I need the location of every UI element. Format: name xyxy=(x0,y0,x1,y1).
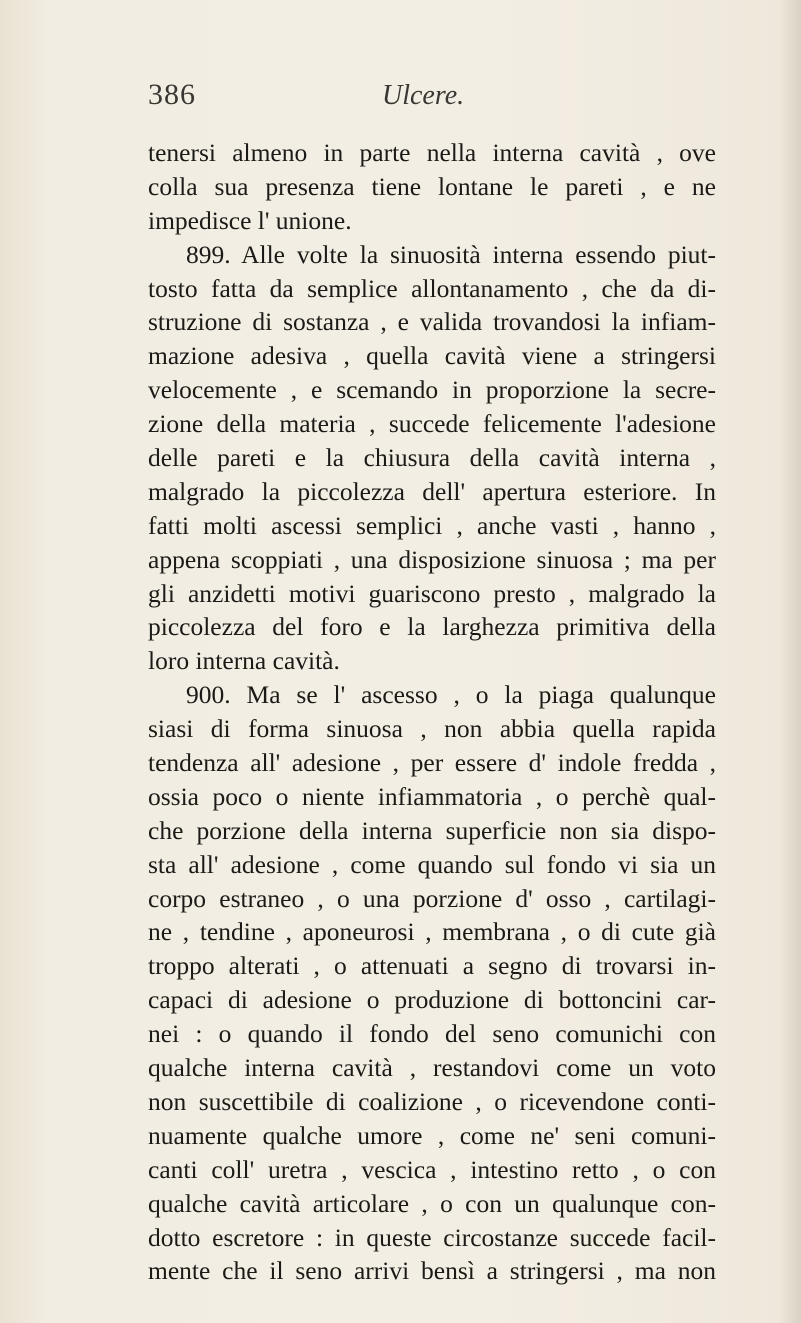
text-line: loro interna cavità. xyxy=(148,646,340,676)
text-line: delle pareti e la chiusura della cavità interna , xyxy=(148,443,716,473)
text-line: che porzione della interna superficie non sia dispo- xyxy=(148,815,716,845)
text-line: non suscettibile di coalizione , o ricevendone conti- xyxy=(148,1086,716,1116)
text-line: piccolezza del foro e la larghezza primitiva della xyxy=(148,612,716,642)
text-line: qualche interna cavità , restandovi come un voto xyxy=(148,1053,716,1083)
text-line: ne , tendine , aponeurosi , membrana , o di cute già xyxy=(148,917,716,947)
text-line: corpo estraneo , o una porzione d' osso , cartilagi- xyxy=(148,883,716,913)
text-line: fatti molti ascessi semplici , anche vasti , hanno , xyxy=(148,510,716,540)
page-number: 386 xyxy=(148,78,196,111)
text-line: velocemente , e scemando in proporzione la secre- xyxy=(148,375,716,405)
text-line: tosto fatta da semplice allontanamento , che da di- xyxy=(148,273,716,303)
page-header xyxy=(148,78,708,118)
text-line: mazione adesiva , quella cavità viene a stringersi xyxy=(148,341,716,371)
text-line: tenersi almeno in parte nella interna cavità , ove xyxy=(148,138,716,167)
text-line: siasi di forma sinuosa , non abbia quella rapida xyxy=(148,714,716,744)
text-line: ossia poco o niente infiammatoria , o perchè qual- xyxy=(148,781,716,811)
text-line: appena scoppiati , una disposizione sinuosa ; ma per xyxy=(148,544,716,574)
text-line: canti coll' uretra , vescica , intestino retto , o con xyxy=(148,1154,716,1184)
text-line: qualche cavità articolare , o con un qualunque con- xyxy=(148,1188,716,1218)
text-line: nei : o quando il fondo del seno comunichi con xyxy=(148,1019,716,1049)
text-line: dotto escretore : in queste circostanze succede facil- xyxy=(148,1222,716,1252)
text-line: mente che il seno arrivi bensì a stringersi , ma non xyxy=(148,1256,716,1286)
text-line: tendenza all' adesione , per essere d' indole fredda , xyxy=(148,748,716,778)
page-edge-shadow xyxy=(779,0,801,1323)
running-title: Ulcere. xyxy=(382,80,465,111)
body-text xyxy=(148,136,716,1288)
text-line: troppo alterati , o attenuati a segno di trovarsi in- xyxy=(148,951,716,981)
text-line: capaci di adesione o produzione di bottoncini car- xyxy=(148,985,716,1015)
text-line: gli anzidetti motivi guariscono presto , malgrado la xyxy=(148,578,716,608)
paragraph-899-start: 899. Alle volte la sinuosità interna essendo piut- xyxy=(186,239,716,269)
paragraph-900-start: 900. Ma se l' ascesso , o la piaga qualunque xyxy=(186,680,716,710)
text-line: colla sua presenza tiene lontane le pareti , e ne xyxy=(148,171,716,201)
text-line: nuamente qualche umore , come ne' seni comuni- xyxy=(148,1120,716,1150)
text-line: impedisce l' unione. xyxy=(148,205,352,235)
text-line: malgrado la piccolezza dell' apertura esteriore. In xyxy=(148,476,716,506)
text-line: sta all' adesione , come quando sul fondo vi sia un xyxy=(148,849,716,879)
text-line: struzione di sostanza , e valida trovandosi la infiam- xyxy=(148,307,716,337)
text-line: zione della materia , succede felicemente l'adesione xyxy=(148,409,716,439)
